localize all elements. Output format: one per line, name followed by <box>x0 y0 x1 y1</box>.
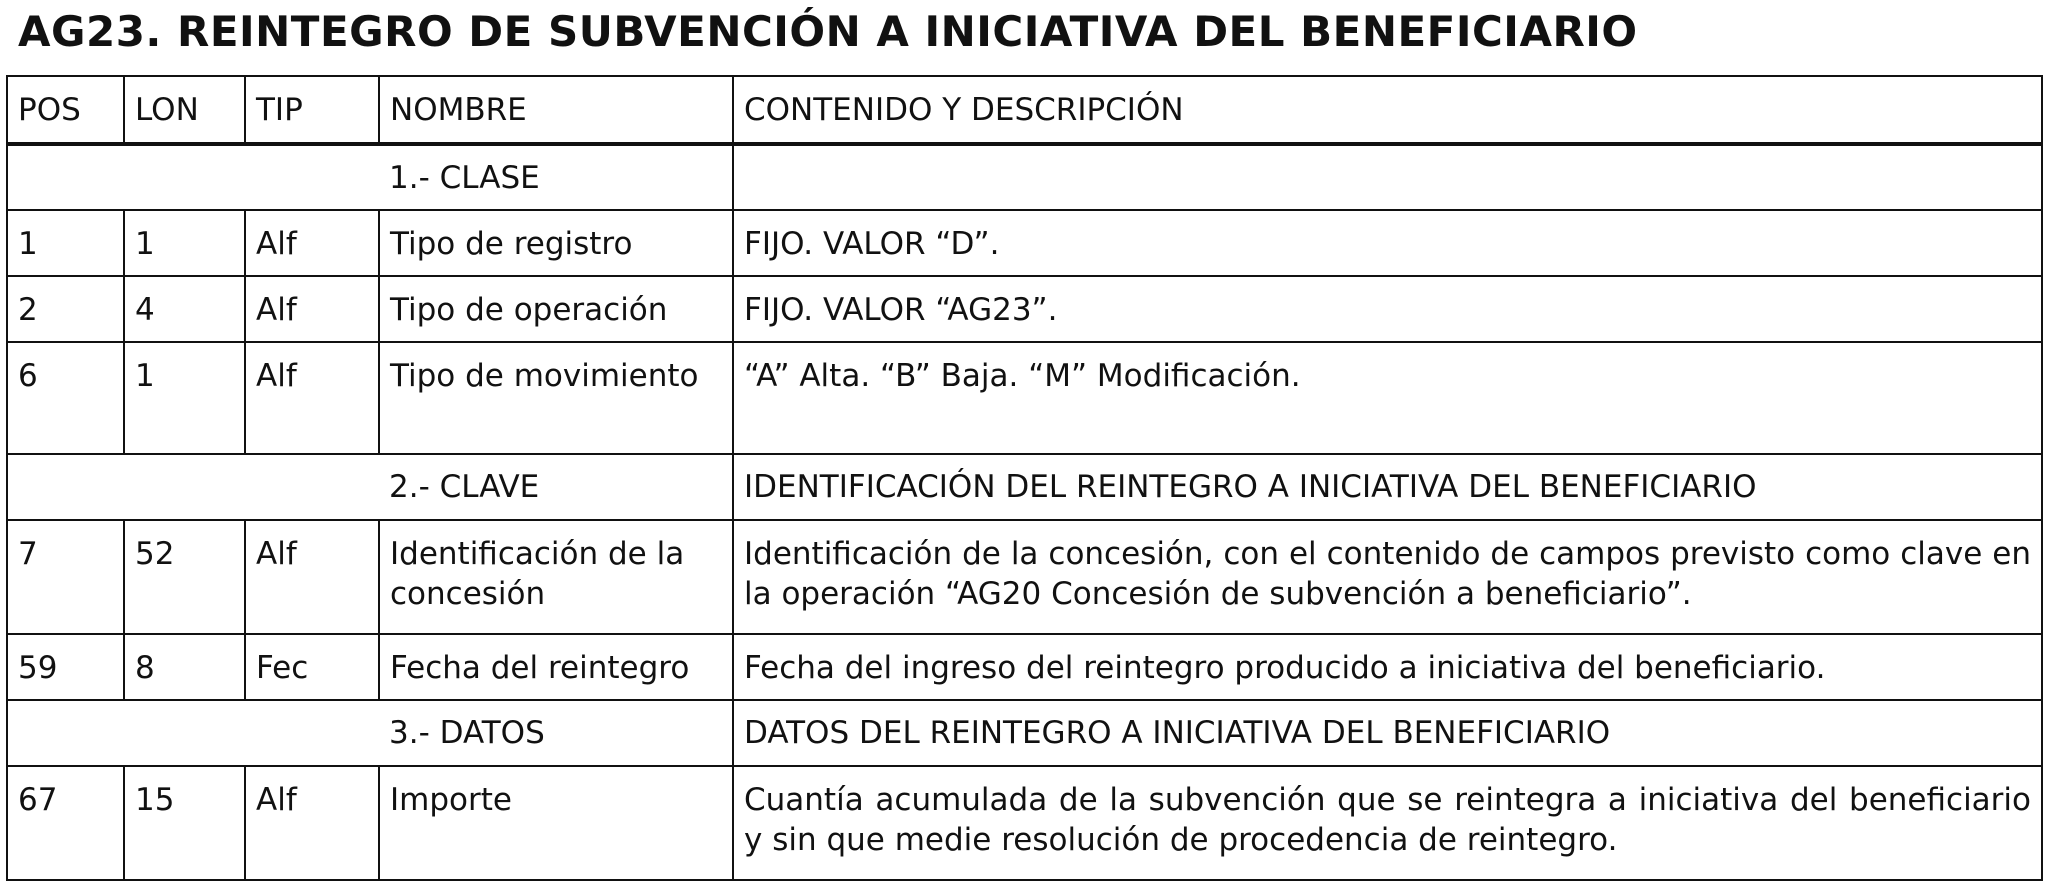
section-name: 3.- DATOS <box>379 700 733 766</box>
header-pos: POS <box>7 76 124 144</box>
table-row <box>7 634 2042 700</box>
cell-pos: 67 <box>7 766 124 880</box>
cell-pos: 6 <box>7 342 124 454</box>
section-description: IDENTIFICACIÓN DEL REINTEGRO A INICIATIVA DEL BENEFICIARIO <box>733 454 2042 520</box>
table-row <box>7 766 2042 880</box>
cell-nombre: Importe <box>379 766 733 880</box>
cell-lon: 1 <box>124 342 245 454</box>
cell-nombre: Tipo de registro <box>379 210 733 276</box>
cell-pos: 2 <box>7 276 124 342</box>
cell-tip: Alf <box>245 766 379 880</box>
cell-contenido: Identificación de la concesión, con el contenido de campos previsto como clave en la operación “AG20 Concesión de subvención a beneficiario”. <box>733 520 2042 634</box>
cell-nombre: Identificación de la concesión <box>379 520 733 634</box>
header-tip: TIP <box>245 76 379 144</box>
cell-tip: Alf <box>245 276 379 342</box>
table-row <box>7 520 2042 634</box>
section-row-clave <box>7 454 2042 520</box>
cell-lon: 4 <box>124 276 245 342</box>
cell-pos: 1 <box>7 210 124 276</box>
table-row <box>7 210 2042 276</box>
cell-tip: Alf <box>245 210 379 276</box>
section-spacer <box>7 454 379 520</box>
table-header-row <box>7 76 2042 144</box>
cell-pos: 59 <box>7 634 124 700</box>
section-name: 2.- CLAVE <box>379 454 733 520</box>
cell-tip: Fec <box>245 634 379 700</box>
section-row-datos <box>7 700 2042 766</box>
cell-contenido: FIJO. VALOR “AG23”. <box>733 276 2042 342</box>
cell-pos: 7 <box>7 520 124 634</box>
section-spacer <box>7 700 379 766</box>
table-row <box>7 276 2042 342</box>
section-name: 1.- CLASE <box>379 144 733 210</box>
record-layout-table <box>6 75 2043 881</box>
cell-lon: 15 <box>124 766 245 880</box>
header-nombre: NOMBRE <box>379 76 733 144</box>
cell-nombre: Fecha del reintegro <box>379 634 733 700</box>
section-spacer <box>7 144 379 210</box>
cell-nombre: Tipo de operación <box>379 276 733 342</box>
section-row-clase <box>7 144 2042 210</box>
cell-tip: Alf <box>245 520 379 634</box>
header-contenido: CONTENIDO Y DESCRIPCIÓN <box>733 76 2042 144</box>
header-lon: LON <box>124 76 245 144</box>
cell-tip: Alf <box>245 342 379 454</box>
cell-contenido: Fecha del ingreso del reintegro producido a iniciativa del beneficiario. <box>733 634 2042 700</box>
cell-contenido: Cuantía acumulada de la subvención que se reintegra a iniciativa del beneficiario y sin que medie resolución de procedencia de reintegro. <box>733 766 2042 880</box>
cell-lon: 1 <box>124 210 245 276</box>
document-title: AG23. REINTEGRO DE SUBVENCIÓN A INICIATIVA DEL BENEFICIARIO <box>18 7 1638 56</box>
cell-nombre: Tipo de movimiento <box>379 342 733 454</box>
table-row <box>7 342 2042 454</box>
cell-lon: 8 <box>124 634 245 700</box>
cell-lon: 52 <box>124 520 245 634</box>
section-description <box>733 144 2042 210</box>
cell-contenido: FIJO. VALOR “D”. <box>733 210 2042 276</box>
section-description: DATOS DEL REINTEGRO A INICIATIVA DEL BENEFICIARIO <box>733 700 2042 766</box>
cell-contenido: “A” Alta. “B” Baja. “M” Modificación. <box>733 342 2042 454</box>
